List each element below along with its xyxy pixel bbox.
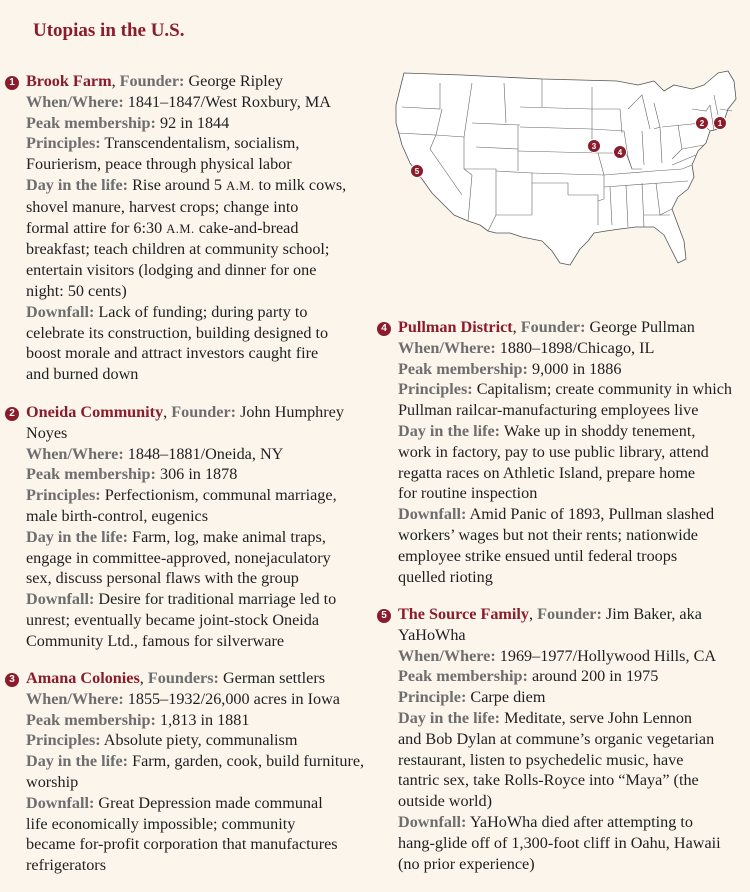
day-text: tantric sex, take Rolls-Royce into “Maya” (the [398,771,699,790]
number-badge: 2 [5,407,19,421]
number-badge: 1 [5,76,19,90]
svg-text:1: 1 [717,119,723,128]
day-text: regatta races on Athletic Island, prepare home [398,463,696,482]
day-text: outside world) [398,792,492,811]
downfall-text: Desire for traditional marriage led to [98,590,337,609]
svg-text:4: 4 [617,148,623,157]
principles-text: Transcendentalism, socialism, [104,134,300,153]
page-title: Utopias in the U.S. [33,20,185,41]
day-text: engage in committee-approved, nonejaculatory [26,548,331,567]
map-marker-3 [588,140,601,153]
peak-membership-value: 306 in 1878 [159,465,238,484]
downfall-text: became for-profit corporation that manufactures [26,835,338,854]
downfall-text: (no prior experience) [398,854,535,873]
day-text: Farm, garden, cook, build furniture, [132,752,365,771]
downfall-text: refrigerators [26,856,106,875]
downfall-text: Lack of funding; during party to [98,302,308,321]
when-where-value: 1841–1847/West Roxbury, MA [127,92,331,111]
day-text: sex, discuss personal flaws with the group [26,569,299,588]
principles-text: Carpe diem [470,688,546,707]
number-badge: 4 [377,322,391,336]
day-text: for routine inspection [398,484,538,503]
number-badge: 5 [377,609,391,623]
day-text: Wake up in shoddy tenement, [503,421,696,440]
utopia-name: The Source Family [398,605,529,623]
number-badge: 3 [5,673,19,687]
principles-text: Fourierism, peace through physical labor [26,155,292,174]
downfall-text: life economically impossible; community [26,814,296,833]
day-text: work in factory, pay to use public library, attend [398,442,709,461]
day-text: breakfast; teach children at community school; [26,240,330,259]
downfall-text: employee strike ensued until federal troops [398,546,678,565]
peak-membership-value: around 200 in 1975 [531,667,659,686]
svg-text:5: 5 [414,167,420,176]
peak-membership-value: 92 in 1844 [159,113,230,132]
utopia-name: Amana Colonies [26,669,140,687]
day-text: formal attire for 6:30 [26,218,167,237]
map-marker-2 [696,117,709,130]
when-where-value: 1969–1977/Hollywood Hills, CA [499,646,717,665]
map-marker-1 [714,117,727,130]
downfall-text: hang-glide off of 1,300-foot cliff in Oahu, Hawaii [398,833,721,852]
map-marker-4 [614,146,627,159]
principles-text: Perfectionism, communal marriage, [104,486,337,505]
day-text: shovel manure, harvest crops; change into [26,197,299,216]
day-text: Meditate, serve John Lennon [504,708,693,727]
svg-text:2: 2 [699,119,705,128]
utopia-entry-oneida-community: 2 Oneida Community, Founder: John Humphrey Noyes When/Where: 1848–1881/Oneida, NY Peak membership: 306 in 1878 Principles: Perfectionism, communal marriage, male birth-control, eugenics Day in the life: Farm, log, make animal traps, engage in committee-approved, nonejaculatory sex, discuss personal flaws with the group Downfall: Desire for traditional marriage led to unrest; eventually became joint-stock Oneida Community Ltd., famous for silverware [26,402,344,652]
downfall-text: and burned down [26,365,139,384]
day-text: night: 50 cents) [26,281,127,300]
utopia-name: Brook Farm [26,72,112,90]
peak-membership-value: 9,000 in 1886 [531,359,622,378]
peak-membership-value: 1,813 in 1881 [159,710,250,729]
principles-text: Absolute piety, communalism [103,731,298,750]
day-text: and Bob Dylan at commune’s organic vegetarian [398,729,715,748]
utopia-entry-brook-farm: 1 Brook Farm, Founder: George Ripley When/Where: 1841–1847/West Roxbury, MA Peak membership: 92 in 1844 Principles: Transcendentalism, socialism, Fourierism, peace through physical labor Day in the life: Rise around 5 A.M. to milk cows, shovel manure, harvest crops; change into formal attire for 6:30 A.M. cake-and-bread breakfast; teach children at community school; entertain visitors (lodging and dinner for one night: 50 cents) Downfall: Lack of funding; during party to celebrate its construction, building designed to boost morale and attract investors caught fire and burned down [26,71,346,385]
founder-value: George Ripley [188,72,284,90]
downfall-text: Great Depression made communal [98,793,323,812]
principles-text: Capitalism; create community in which [476,380,733,399]
founder-value: Jim Baker, aka [605,605,702,623]
downfall-text: workers’ wages but not their rents; nationwide [398,525,698,544]
day-text: entertain visitors (lodging and dinner for one [26,261,317,280]
utopia-entry-amana-colonies: 3 Amana Colonies, Founders: German settlers When/Where: 1855–1932/26,000 acres in Iowa Peak membership: 1,813 in 1881 Principles: Absolute piety, communalism Day in the life: Farm, garden, cook, build furniture, worship Downfall: Great Depression made communal life economically impossible; community became for-profit corporation that manufactures refrigerators [26,668,364,876]
founder-value: George Pullman [589,318,695,336]
day-text: restaurant, listen to psychedelic music, have [398,750,684,769]
downfall-text: celebrate its construction, building designed to [26,323,329,342]
utopia-entry-pullman-district: 4 Pullman District, Founder: George Pullman When/Where: 1880–1898/Chicago, IL Peak membership: 9,000 in 1886 Principles: Capitalism; create community in which Pullman railcar-manufacturing employees live Day in the life: Wake up in shoddy tenement, work in factory, pay to use public library, attend regatta races on Athletic Island, prepare home for routine inspection Downfall: Amid Panic of 1893, Pullman slashed workers’ wages but not their rents; nationwide employee strike ensued until federal troops quelled rioting [398,317,732,587]
map-marker-5 [411,165,424,178]
us-map [392,65,742,270]
when-where-value: 1855–1932/26,000 acres in Iowa [127,689,340,708]
downfall-text: Community Ltd., famous for silverware [26,631,285,650]
day-text: worship [26,772,79,791]
founder-value: Noyes [26,423,68,442]
downfall-text: quelled rioting [398,567,493,586]
when-where-value: 1880–1898/Chicago, IL [499,338,655,357]
utopia-name: Oneida Community [26,403,164,421]
day-text: Farm, log, make animal traps, [132,527,326,546]
founder-value: German settlers [222,669,326,687]
utopia-name: Pullman District [398,318,513,336]
founder-value: YaHoWha [398,625,466,644]
founder-value: John Humphrey [240,403,344,421]
downfall-text: unrest; eventually became joint-stock Oneida [26,610,320,629]
day-text: Rise around 5 [132,175,227,194]
principles-text: male birth-control, eugenics [26,506,209,525]
principles-text: Pullman railcar-manufacturing employees live [398,401,699,420]
downfall-text: Amid Panic of 1893, Pullman slashed [469,505,715,524]
downfall-text: YaHoWha died after attempting to [469,812,693,831]
downfall-text: boost morale and attract investors caught fire [26,344,319,363]
when-where-value: 1848–1881/Oneida, NY [127,444,284,463]
svg-text:3: 3 [591,142,597,151]
utopia-entry-the-source-family: 5 The Source Family, Founder: Jim Baker, aka YaHoWha When/Where: 1969–1977/Hollywood Hills, CA Peak membership: around 200 in 1975 Principle: Carpe diem Day in the life: Meditate, serve John Lennon and Bob Dylan at commune’s organic vegetarian restaurant, listen to psychedelic music, have tantric sex, take Rolls-Royce into “Maya” (the outside world) Downfall: YaHoWha died after attempting to hang-glide off of 1,300-foot cliff in Oahu, Hawaii (no prior experience) [398,604,721,874]
